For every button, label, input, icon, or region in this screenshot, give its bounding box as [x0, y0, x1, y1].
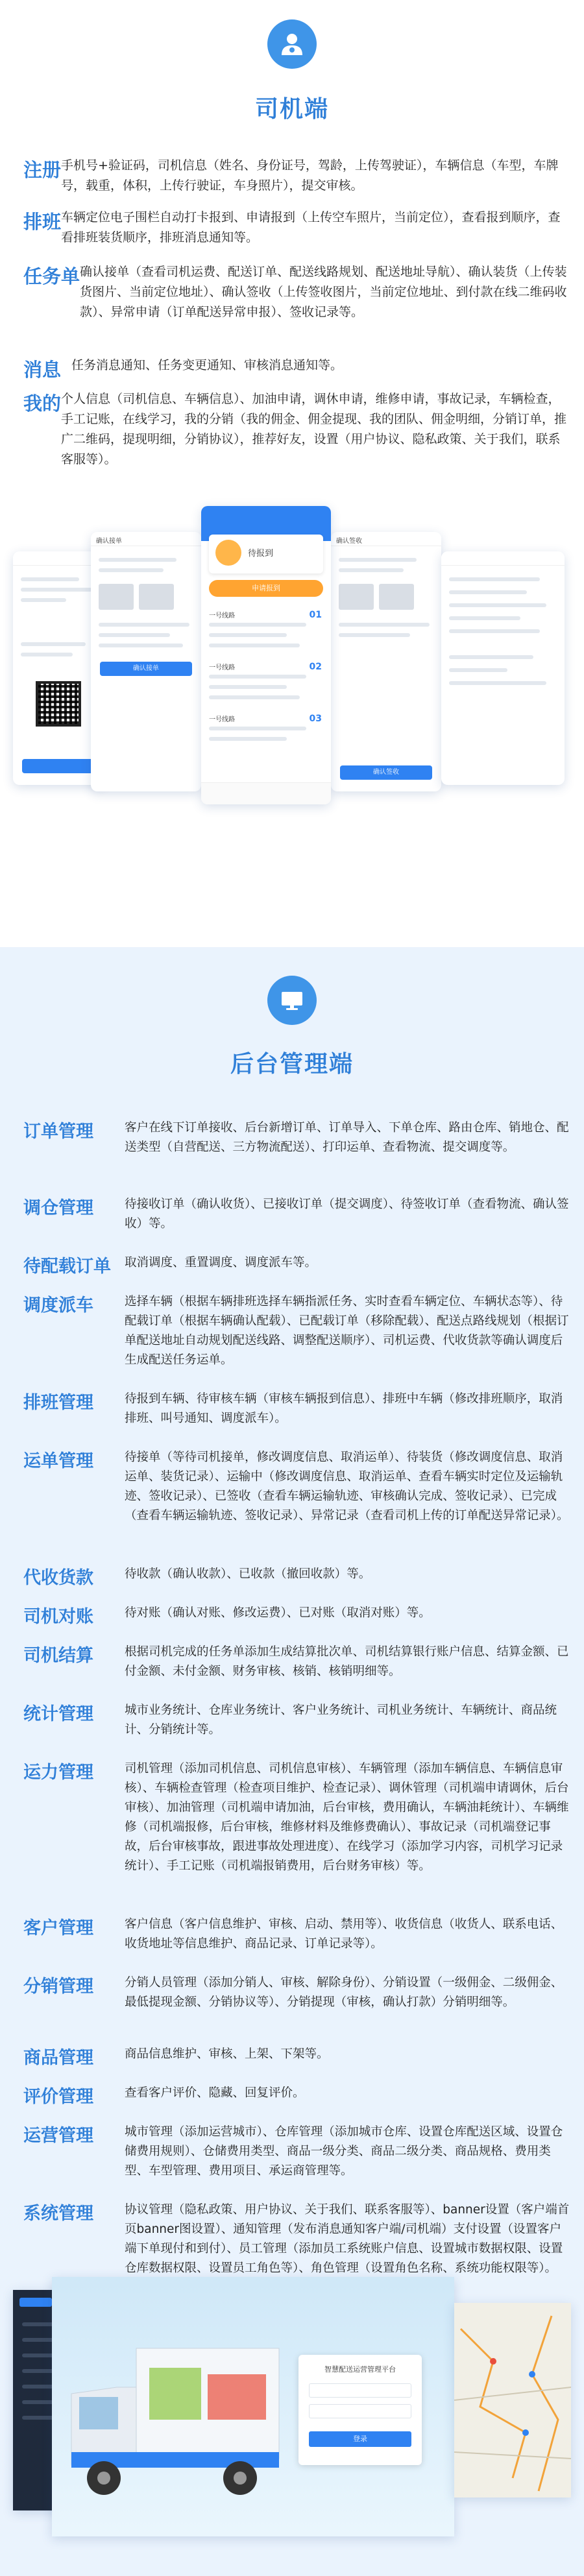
status-label: 待报到	[248, 549, 274, 559]
username-input[interactable]	[309, 2383, 411, 2398]
text-line	[99, 568, 164, 572]
text-line	[99, 644, 183, 647]
admin-screenshots	[13, 2277, 571, 2536]
feature-text: 车辆定位电子围栏自动打卡报到、申请报到（上传空车照片，当前定位），查看报到顺序，查看排班装货顺序，排班消息通知等。	[61, 210, 561, 245]
confirm-sign-button[interactable]: 确认签收	[340, 765, 432, 780]
photo-thumbnail	[139, 584, 174, 610]
text-line	[449, 655, 533, 659]
phone-check-in	[201, 506, 331, 804]
photo-thumbnail	[379, 584, 414, 610]
password-input[interactable]	[309, 2404, 411, 2418]
admin-title: 后台管理端	[230, 1051, 354, 1077]
feature-text: 待接单（等待司机接单，修改调度信息、取消运单）、待装货（修改调度信息、取消运单、装货记录）、运输中（修改调度信息、取消运单、查看车辆实时定位及运输轨迹、签收记录）、已签收（查看车辆运输轨迹、审核确认完成、签收记录）、已完成（查看车辆运输轨迹、签收记录）、异常记录（查看司机上传的订单配送异常记录）。	[125, 1451, 569, 1523]
feature-key: 注册	[23, 159, 62, 181]
driver-feature-task	[23, 262, 568, 322]
login-title: 智慧配送运营管理平台	[324, 2365, 396, 2374]
driver-section	[0, 0, 584, 947]
text-line	[209, 644, 300, 647]
phone-far-right	[441, 551, 565, 785]
feature-text: 待报到车辆、待审核车辆（审核车辆报到信息）、排班中车辆（修改排班顺序，取消排班、叫号通知、调度派车）。	[125, 1392, 563, 1425]
login-screenshot	[52, 2277, 454, 2536]
login-button[interactable]: 登录	[309, 2431, 411, 2447]
feature-key: 运单管理	[23, 1451, 93, 1471]
status-icon	[215, 540, 241, 566]
feature-text: 根据司机完成的任务单添加生成结算批次单、司机结算银行账户信息、结算金额、已付金额、未付金额、财务审核、核销、核销明细等。	[125, 1645, 569, 1678]
feature-key: 任务单	[23, 265, 80, 287]
text-line	[209, 695, 300, 699]
text-line	[449, 629, 540, 633]
confirm-order-button[interactable]: 确认接单	[100, 662, 192, 676]
text-line	[21, 598, 66, 602]
feature-key: 运力管理	[23, 1763, 93, 1783]
text-line	[99, 633, 170, 637]
feature-key: 运营管理	[23, 2126, 93, 2146]
route-label: 一号线路	[209, 664, 235, 671]
phone-header	[13, 551, 104, 566]
phone-button[interactable]	[22, 759, 95, 773]
route-index: 02	[309, 662, 322, 672]
text-line	[339, 568, 404, 572]
feature-text: 确认接单（查看司机运费、配送订单、配送线路规划、配送地址导航）、确认装货（上传装货图片、当前定位地址）、确认签收（上传签收图片，当前定位地址、到付款在线二维码收款）、异常申请（订单配送异常申报）、签收记录等。	[80, 265, 567, 319]
text-line	[209, 633, 287, 637]
feature-text: 待收款（确认收款）、已收款（撤回收款）等。	[125, 1567, 371, 1581]
text-line	[209, 685, 287, 689]
feature-text: 分销人员管理（添加分销人、审核、解除身份）、分销设置（一级佣金、二级佣金、最低提现金额、分销协议等）、分销提现（审核，确认打款）分销明细等。	[125, 1976, 563, 2009]
text-line	[339, 623, 430, 627]
feature-text: 个人信息（司机信息、车辆信息）、加油申请，调休申请，维修申请，事故记录，车辆检查，手工记账，在线学习，我的分销（我的佣金、佣金提现、我的团队、佣金明细，分销订单，推广二维码，提现明细，分销协议），推荐好友，设置（用户协议、隐私政策、关于我们，联系客服等）。	[61, 392, 567, 466]
driver-feature-register	[23, 156, 568, 196]
feature-key: 系统管理	[23, 2204, 93, 2224]
text-line	[21, 653, 73, 656]
driver-feature-schedule	[23, 208, 568, 248]
feature-key: 消息	[23, 359, 62, 381]
text-line	[21, 588, 92, 592]
monitor-icon	[267, 976, 317, 1025]
feature-text: 协议管理（隐私政策、用户协议、关于我们、联系客服等）、banner设置（客户端首页banner图设置）、通知管理（发布消息通知客户端/司机端）支付设置（设置客户端下单现付和到付）、员工管理（添加员工系统账户信息、设置城市数据权限、设置仓库数据权限、设置员工角色等）、角色管理（设置角色名称、系统功能权限等）。	[125, 2203, 570, 2275]
text-line	[209, 623, 306, 627]
driver-feature-mine	[23, 389, 568, 470]
photo-thumbnail	[339, 584, 374, 610]
feature-text: 选择车辆（根据车辆排班选择车辆指派任务、实时查看车辆定位、车辆状态等）、待配载订单（根据车辆确认配载）、已配载订单（移除配载）、配送点路线规划（根据订单配送地址自动规划配送线路、调整配送顺序）、司机运费、代收货款等确认调度后生成配送任务运单。	[125, 1295, 569, 1367]
text-line	[449, 603, 546, 607]
text-line	[21, 577, 79, 581]
feature-key: 我的	[23, 392, 62, 415]
feature-key: 代收货款	[23, 1568, 93, 1588]
phone-header	[441, 551, 565, 566]
feature-key: 调仓管理	[23, 1198, 93, 1218]
feature-text: 城市业务统计、仓库业务统计、客户业务统计、司机业务统计、车辆统计、商品统计、分销统计等。	[125, 1703, 557, 1737]
driver-feature-message	[23, 355, 568, 382]
delivery-truck-icon	[65, 2322, 286, 2517]
phone-header: 确认签收	[331, 532, 441, 546]
feature-key: 统计管理	[23, 1704, 93, 1724]
text-line	[99, 558, 176, 562]
photo-thumbnail	[99, 584, 134, 610]
feature-text: 查看客户评价、隐藏、回复评价。	[125, 2086, 305, 2100]
text-line	[449, 590, 527, 594]
phone-header: 确认接单	[91, 532, 201, 546]
text-line	[209, 727, 306, 730]
text-line	[339, 558, 417, 562]
text-line	[449, 668, 507, 672]
feature-key: 评价管理	[23, 2087, 93, 2107]
route-map-icon	[454, 2303, 571, 2498]
phone-far-left	[13, 551, 104, 785]
route-index: 01	[309, 610, 322, 620]
feature-text: 司机管理（添加司机信息、司机信息审核）、车辆管理（添加车辆信息、车辆信息审核）、车辆检查管理（检查项目维护、检查记录）、调休管理（司机端申请调休，后台审核）、加油管理（司机端申请加油，后台审核，费用确认，车辆油耗统计）、车辆维修（司机端报修，后台审核，维修材料及维修费确认）、事故记录（司机端登记事故，后台审核事故，跟进事故处理进度）、在线学习（添加学习内容，司机学习记录统计）、手工记账（司机端报销费用，后台财务审核）等。	[125, 1762, 569, 1873]
feature-key: 订单管理	[23, 1122, 93, 1142]
phone-confirm-order	[91, 532, 201, 791]
logo	[19, 2298, 52, 2307]
text-line	[21, 642, 86, 646]
feature-key: 待配载订单	[23, 1257, 111, 1277]
text-line	[339, 633, 410, 637]
phone-confirm-sign	[331, 532, 441, 791]
text-line	[449, 681, 546, 685]
route-label: 一号线路	[209, 716, 235, 723]
feature-text: 客户在线下订单接收、后台新增订单、订单导入、下单仓库、路由仓库、销地仓、配送类型（自营配送、三方物流配送）、打印运单、查看物流、提交调度等。	[125, 1121, 569, 1154]
feature-text: 待接收订单（确认收货）、已接收订单（提交调度）、待签收订单（查看物流、确认签收）等。	[125, 1198, 569, 1231]
login-card	[298, 2355, 422, 2465]
driver-title: 司机端	[254, 96, 329, 123]
apply-check-in-button[interactable]: 申请报到	[209, 580, 323, 597]
feature-text: 城市管理（添加运营城市）、仓库管理（添加城市仓库、设置仓库配送区域、设置仓储费用规则）、仓储费用类型、商品一级分类、商品二级分类、商品规格、费用类型、车型管理、费用项目、承运商管理等。	[125, 2125, 563, 2178]
phone-mockups	[13, 506, 571, 843]
feature-key: 排班	[23, 211, 62, 233]
feature-key: 司机结算	[23, 1646, 93, 1666]
driver-icon	[267, 19, 317, 69]
route-index: 03	[309, 714, 322, 724]
feature-key: 商品管理	[23, 2048, 93, 2068]
feature-text: 客户信息（客户信息维护、审核、启动、禁用等）、收货信息（收货人、联系电话、收货地址等信息维护、商品记录、订单记录等）。	[125, 1918, 563, 1951]
text-line	[449, 616, 520, 620]
feature-text: 待对账（确认对账、修改运费）、已对账（取消对账）等。	[125, 1606, 431, 1620]
status-card	[209, 535, 323, 573]
feature-text: 商品信息维护、审核、上架、下架等。	[125, 2047, 329, 2061]
feature-text: 手机号+验证码，司机信息（姓名、身份证号，驾龄，上传驾驶证），车辆信息（车型，车牌号，载重，体积，上传行驶证，车身照片），提交审核。	[61, 158, 559, 193]
text-line	[209, 737, 287, 741]
feature-text: 取消调度、重置调度、调度派车等。	[125, 1256, 317, 1270]
map-screenshot	[454, 2303, 571, 2498]
feature-key: 调度派车	[23, 1295, 93, 1316]
text-line	[209, 675, 306, 679]
feature-key: 排班管理	[23, 1393, 93, 1413]
admin-section	[0, 947, 584, 2576]
route-label: 一号线路	[209, 612, 235, 620]
qr-code-icon	[36, 681, 81, 727]
text-line	[99, 623, 189, 627]
text-line	[449, 577, 540, 581]
feature-text: 任务消息通知、任务变更通知、审核消息通知等。	[71, 358, 343, 372]
feature-key: 分销管理	[23, 1977, 93, 1997]
feature-key: 司机对账	[23, 1607, 93, 1627]
tab-bar[interactable]	[201, 782, 331, 804]
feature-key: 客户管理	[23, 1918, 93, 1938]
